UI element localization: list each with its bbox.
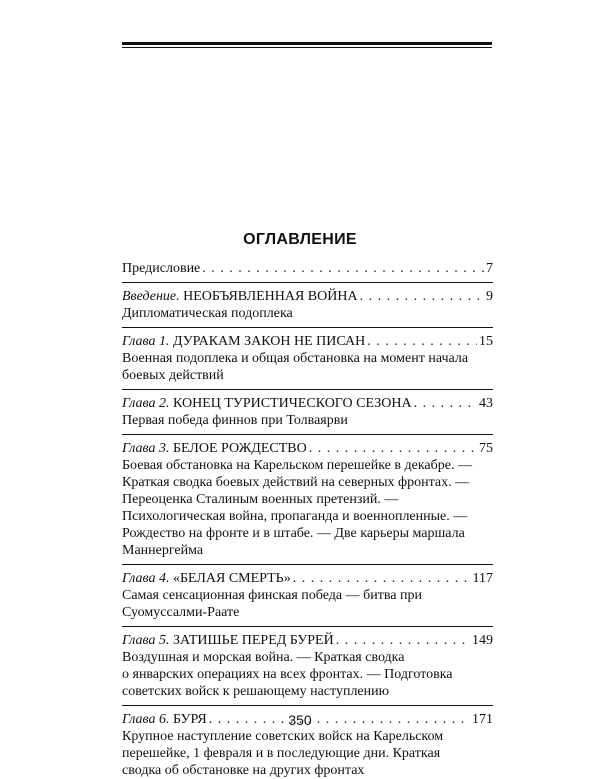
chapter-label: Глава 6. [122,712,170,727]
dot-leader [293,570,471,587]
chapter-description-line: сводка об обстановке на других фронтах [122,763,365,778]
chapter-page-number: 149 [472,633,493,648]
chapter-description-line: боевых действий [122,368,224,383]
chapter-label: Введение. [122,289,180,304]
chapter-page-number: 75 [479,441,493,456]
chapter-description-line: Рождество на фронте и в штабе. — Две карьеры маршала [122,526,465,541]
dot-leader [309,440,477,457]
toc-entry-heading [122,440,307,457]
chapter-title: БЕЛОЕ РОЖДЕСТВО [172,441,307,456]
chapter-description-line: Суомуссалми-Раате [122,605,240,620]
chapter-page-number: 15 [479,334,493,349]
dot-leader [336,632,470,649]
toc-entry[interactable] [122,333,493,384]
table-of-contents [122,260,493,779]
chapter-description-line: о январских операциях на всех фронтах. — Подготовка [122,667,453,682]
chapter-description-line: Дипломатическая подоплека [122,306,293,321]
entry-separator [122,327,493,328]
toc-entry[interactable] [122,288,493,322]
chapter-description-line: Первая победа финнов при Толваярви [122,413,348,428]
toc-entry[interactable] [122,440,493,559]
dot-leader [360,288,484,305]
chapter-label: Глава 5. [122,633,170,648]
entry-separator [122,705,493,706]
toc-entry-heading [122,260,200,277]
toc-entry-heading [122,333,365,350]
toc-entry-heading [122,570,291,587]
page-title: ОГЛАВЛЕНИЕ [243,231,357,248]
toc-entry-heading [122,288,358,305]
chapter-description-line: Военная подоплека и общая обстановка на момент начала [122,351,469,366]
chapter-description-line: Переоценка Сталиным военных претензий. — [122,492,399,507]
chapter-page-number: 9 [486,289,493,304]
chapter-label: Глава 4. [122,571,170,586]
chapter-description-line: Воздушная и морская война. — Краткая сводка [122,650,405,665]
top-rule [122,42,492,48]
chapter-description-line: Самая сенсационная финская победа — битва при [122,588,422,603]
chapter-label: Глава 1. [122,334,170,349]
toc-entry[interactable] [122,260,493,277]
toc-entry-line [122,395,493,412]
toc-entry-line [122,260,493,277]
entry-separator [122,626,493,627]
toc-entry-heading [122,632,334,649]
chapter-title: НЕОБЪЯВЛЕННАЯ ВОЙНА [183,289,358,304]
toc-entry[interactable] [122,395,493,429]
page-number: 350 [288,712,312,728]
chapter-page-number: 7 [486,261,493,276]
chapter-description-line: Боевая обстановка на Карельском перешейке в декабре. — [122,458,472,473]
toc-entry[interactable] [122,632,493,700]
entry-separator [122,564,493,565]
chapter-label: Глава 3. [122,441,170,456]
dot-leader [202,260,484,277]
toc-entry-line [122,333,493,350]
chapter-description-line: Маннергейма [122,543,204,558]
chapter-title: «БЕЛАЯ СМЕРТЬ» [172,571,291,586]
chapter-page-number: 171 [472,712,493,727]
chapter-description-line: советских войск к решающему наступлению [122,684,390,699]
chapter-title: ДУРАКАМ ЗАКОН НЕ ПИСАН [172,334,366,349]
chapter-title: КОНЕЦ ТУРИСТИЧЕСКОГО СЕЗОНА [172,396,412,411]
chapter-label: Глава 2. [122,396,170,411]
chapter-page-number: 117 [472,571,493,586]
toc-entry-line [122,632,493,649]
chapter-title: Предисловие [122,261,201,276]
toc-entry-line [122,440,493,457]
chapter-description-line: Психологическая война, пропаганда и военнопленные. — [122,509,468,524]
entry-separator [122,434,493,435]
chapter-description-line: Крупное наступление советских войск на Карельском [122,729,444,744]
dot-leader [414,395,477,412]
toc-entry-line [122,570,493,587]
toc-entry[interactable] [122,570,493,621]
chapter-title: ЗАТИШЬЕ ПЕРЕД БУРЕЙ [172,633,334,648]
entry-separator [122,282,493,283]
chapter-title: БУРЯ [172,712,207,727]
toc-entry-heading [122,395,412,412]
chapter-description-line: Краткая сводка боевых действий на северных фронтах. — [122,475,470,490]
chapter-page-number: 43 [479,396,493,411]
chapter-description-line: перешейке, 1 февраля и в последующие дни. Краткая [122,746,441,761]
toc-entry-line [122,288,493,305]
entry-separator [122,389,493,390]
dot-leader [367,333,477,350]
